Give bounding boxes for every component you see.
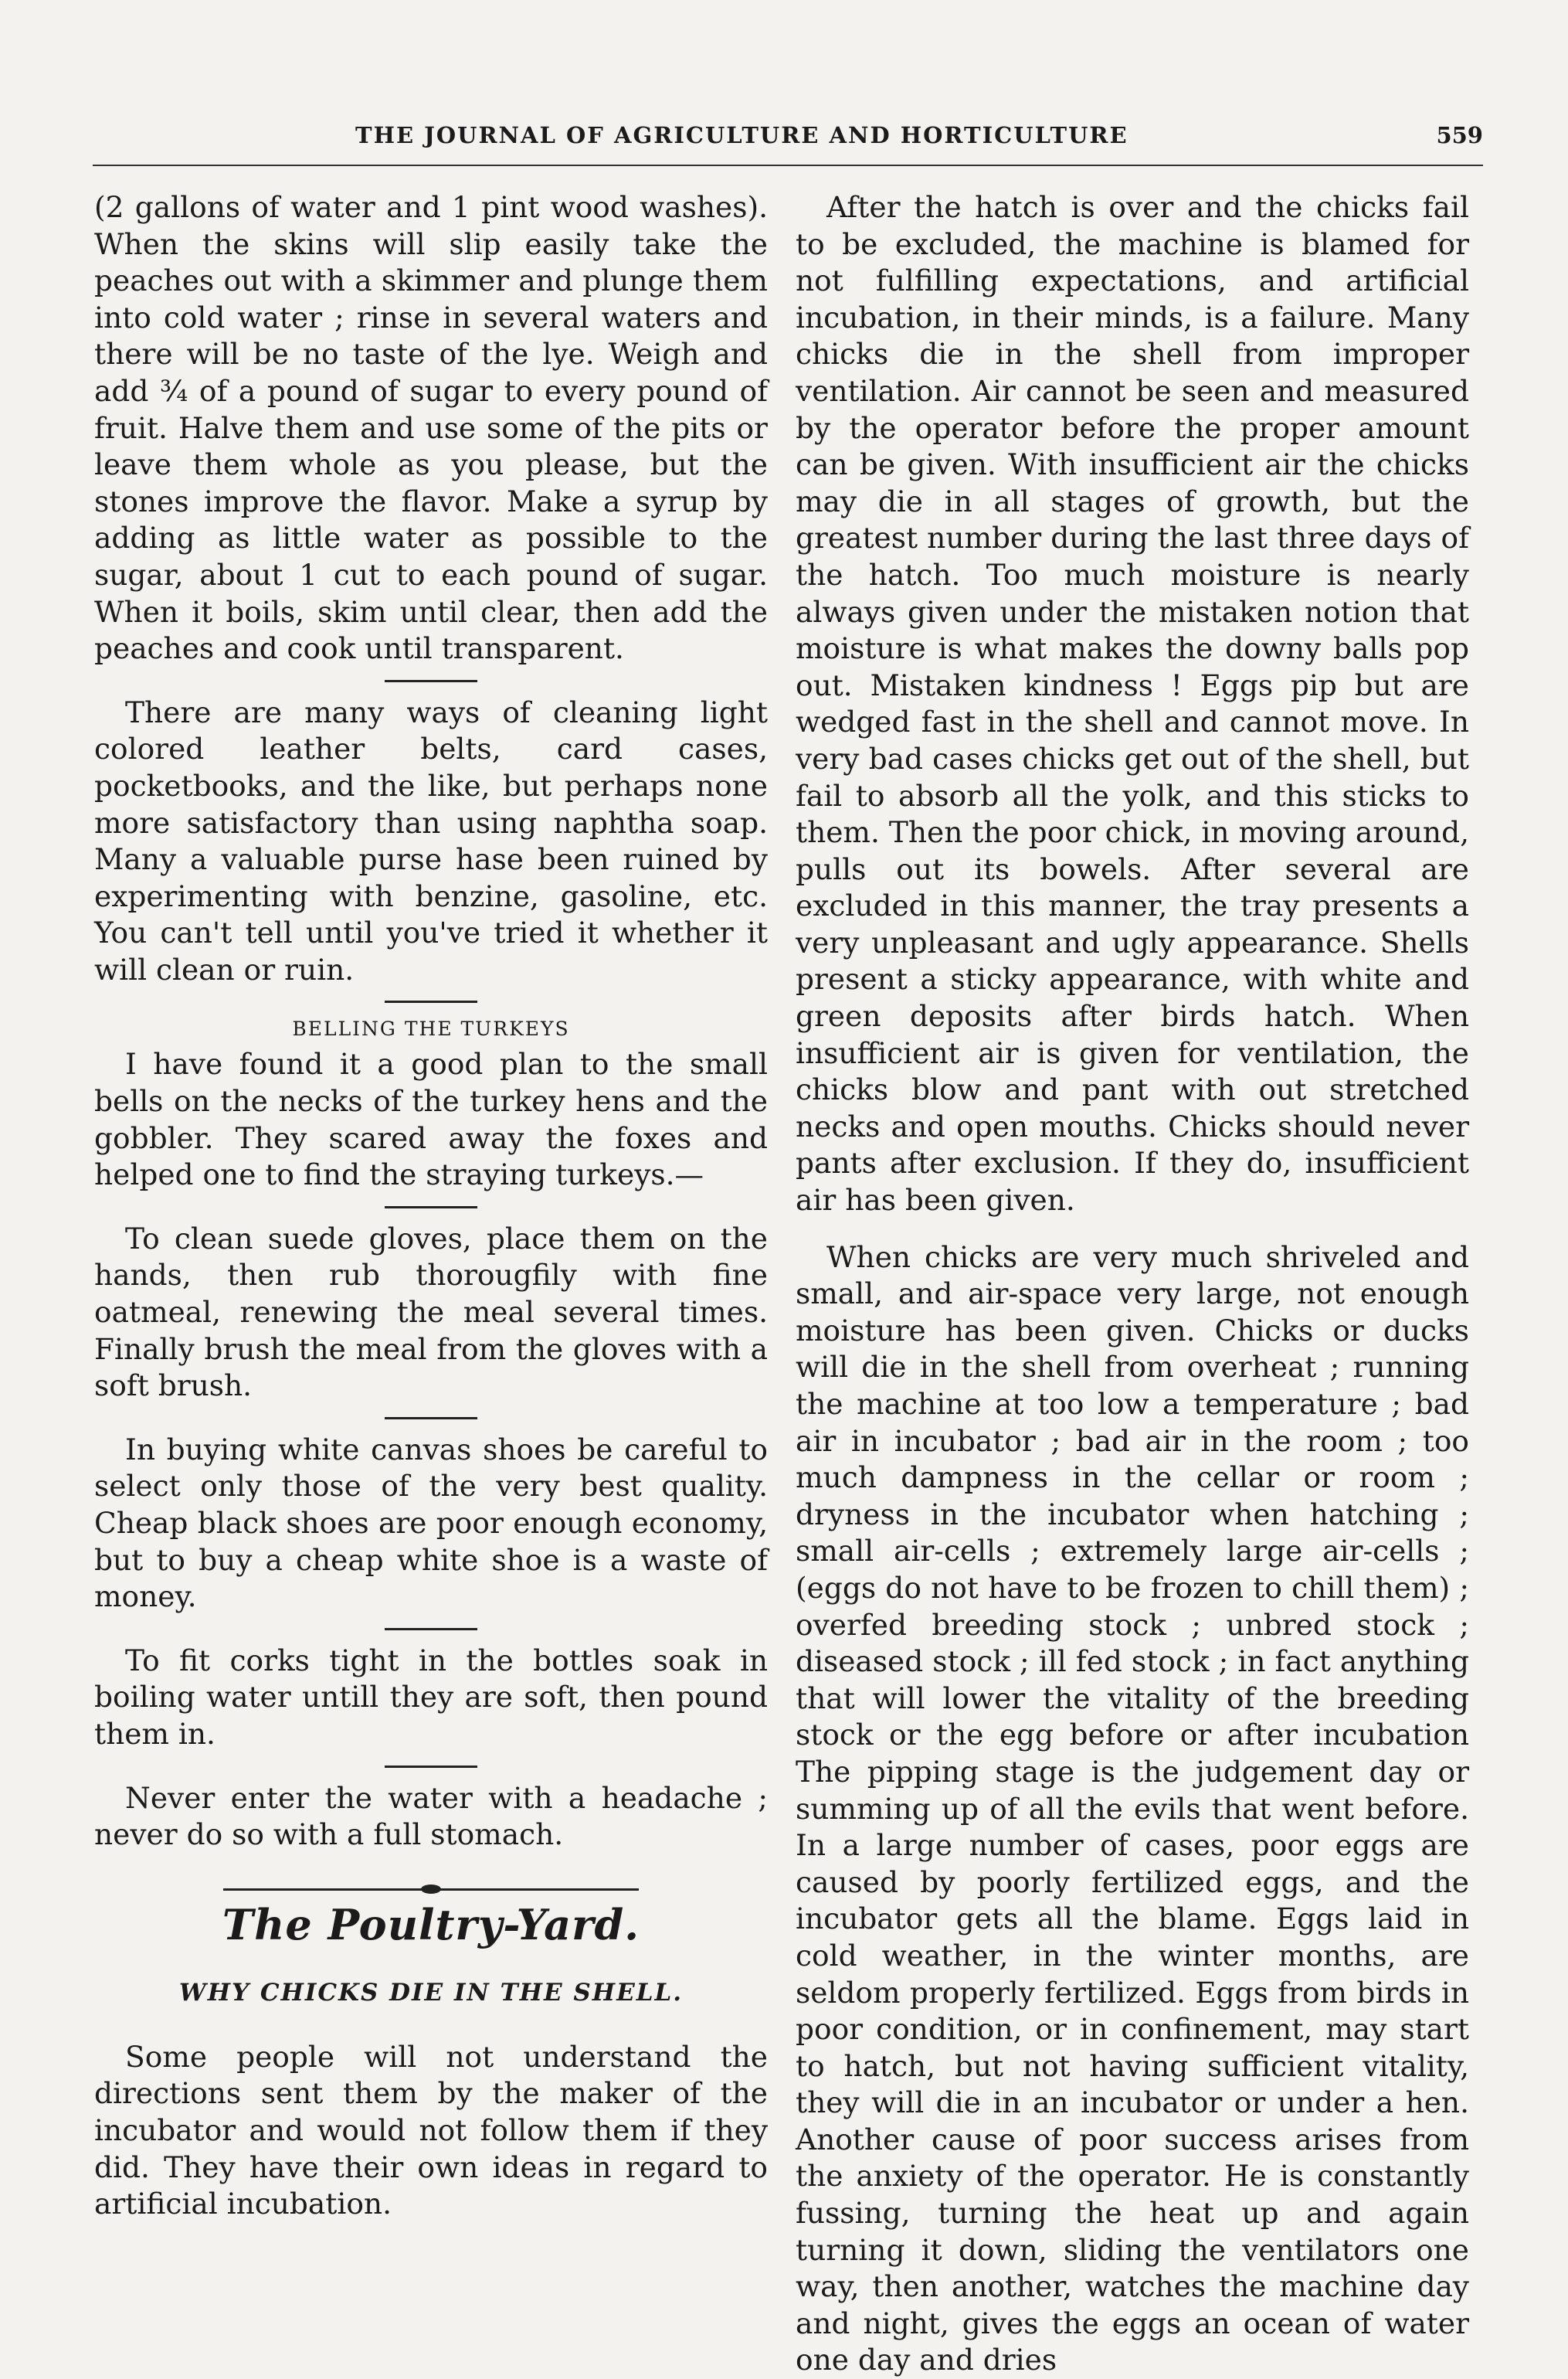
separator-rule [385,1001,477,1003]
canvas-shoes-paragraph: In buying white canvas shoes be careful to select only those of the very best quality. Cheap black shoes are poor enough economy, but to buy a cheap white shoe is a waste of money. [94,1432,768,1614]
header-rule [93,165,1483,166]
incubator-intro-paragraph: Some people will not understand the directions sent them by the maker of the incubator and would not follow them if they did. They have their own ideas in regard to artificial incubation. [94,2039,768,2221]
section-title: The Poultry-Yard. [222,1899,640,1949]
separator-rule [385,680,477,682]
shriveled-chicks-paragraph: When chicks are very much shriveled and small, and air-space very large, not enough moisture has been given. Chicks or ducks will die in the shell from overheat ; running the machine at too low a temperature ; bad air in incubator ; bad air in the room ; too much dampness in the cellar or room ; dryness in the incubator when hatching ; small air-cells ; extremely large air-cells ; (eggs do not have to be frozen to chill them) ; overfed breeding stock ; unbred stock ; diseased stock ; ill fed stock ; in fact anything that will lower the vitality of the breeding stock or the egg before or after incubation The pipping stage is the judgement day or summing up of all the evils that went before. In a large number of cases, poor eggs are caused by poorly fertilized eggs, and the incubator gets all the blame. Eggs laid in cold weather, in the winter months, are seldom properly fertilized. Eggs from birds in poor condition, or in confinement, may start to hatch, but not having sufficient vitality, they will die in an incubator or under a hen. Another cause of poor success arises from the anxiety of the operator. He is constantly fussing, turning the heat up and again turning it down, sliding the ventilators one way, then another, watches the machine day and night, gives the eggs an ocean of water one day and dries [796,1239,1469,2377]
ventilation-paragraph: After the hatch is over and the chicks fail to be excluded, the machine is blamed for not fulfilling expectations, and artificial incubation, in their minds, is a failure. Many chicks die in the shell from improper ventilation. Air cannot be seen and measured by the operator before the proper amount can be given. With insufficient air the chicks may die in all stages of growth, but the greatest number during the last three days of the hatch. Too much moisture is nearly always given under the mistaken notion that moisture is what makes the downy balls pop out. Mistaken kindness ! Eggs pip but are wedged fast in the shell and cannot move. In very bad cases chicks get out of the shell, but fail to absorb all the yolk, and this sticks to them. Then the poor chick, in moving around, pulls out its bowels. After several are excluded in this manner, the tray presents a very unpleasant and ugly appearance. Shells present a sticky appearance, with white and green deposits after birds hatch. When insufficient air is given for ventilation, the chicks blow and pant with out stretched necks and open mouths. Chicks should never pants after exclusion. If they do, insufficient air has been given. [796,190,1469,1218]
right-column [796,189,1469,2379]
separator-rule [385,1417,477,1419]
page-number: 559 [1436,122,1483,148]
separator-rule [385,1206,477,1208]
leather-cleaning-paragraph: There are many ways of cleaning light colored leather belts, card cases, pocketbooks, and the like, but perhaps none more satisfactory than using naphtha soap. Many a valuable purse hase been ruined by experimenting with benzine, gasoline, etc. You can't tell until you've tried it whether it will clean or ruin. [94,695,768,987]
article-title: WHY CHICKS DIE IN THE SHELL. [178,1978,684,2007]
belling-turkeys-paragraph: I have found it a good plan to the small bells on the necks of the turkey hens and the gobbler. They scared away the foxes and helped one to find the straying turkeys.— [94,1047,768,1192]
running-header [93,122,1483,161]
separator-rule [385,1628,477,1630]
corks-paragraph: To fit corks tight in the bottles soak in boiling water untill they are soft, then pound them in. [94,1643,768,1751]
separator-rule [385,1766,477,1768]
peach-recipe-paragraph: (2 gallons of water and 1 pint wood washes). When the skins will slip easily take the peaches out with a skimmer and plunge them into cold water ; rinse in several waters and there will be no taste of the lye. Weigh and add ¾ of a pound of sugar to every pound of fruit. Halve them and use some of the pits or leave them whole as you please, but the stones improve the flavor. Make a syrup by adding as little water as possible to the sugar, about 1 cut to each pound of sugar. When it boils, skim until clear, then add the peaches and cook until transparent. [94,190,768,666]
left-column [94,189,768,2223]
belling-turkeys-heading: BELLING THE TURKEYS [292,1018,570,1041]
suede-gloves-paragraph: To clean suede gloves, place them on the hands, then rub thorougfily with fine oatmeal, renewing the meal several times. Finally brush the meal from the gloves with a soft brush. [94,1221,768,1403]
ornament-divider [94,1869,768,1881]
headache-paragraph: Never enter the water with a headache ; never do so with a full stomach. [94,1780,768,1852]
journal-title: THE JOURNAL OF AGRICULTURE AND HORTICULTURE [355,122,1128,148]
